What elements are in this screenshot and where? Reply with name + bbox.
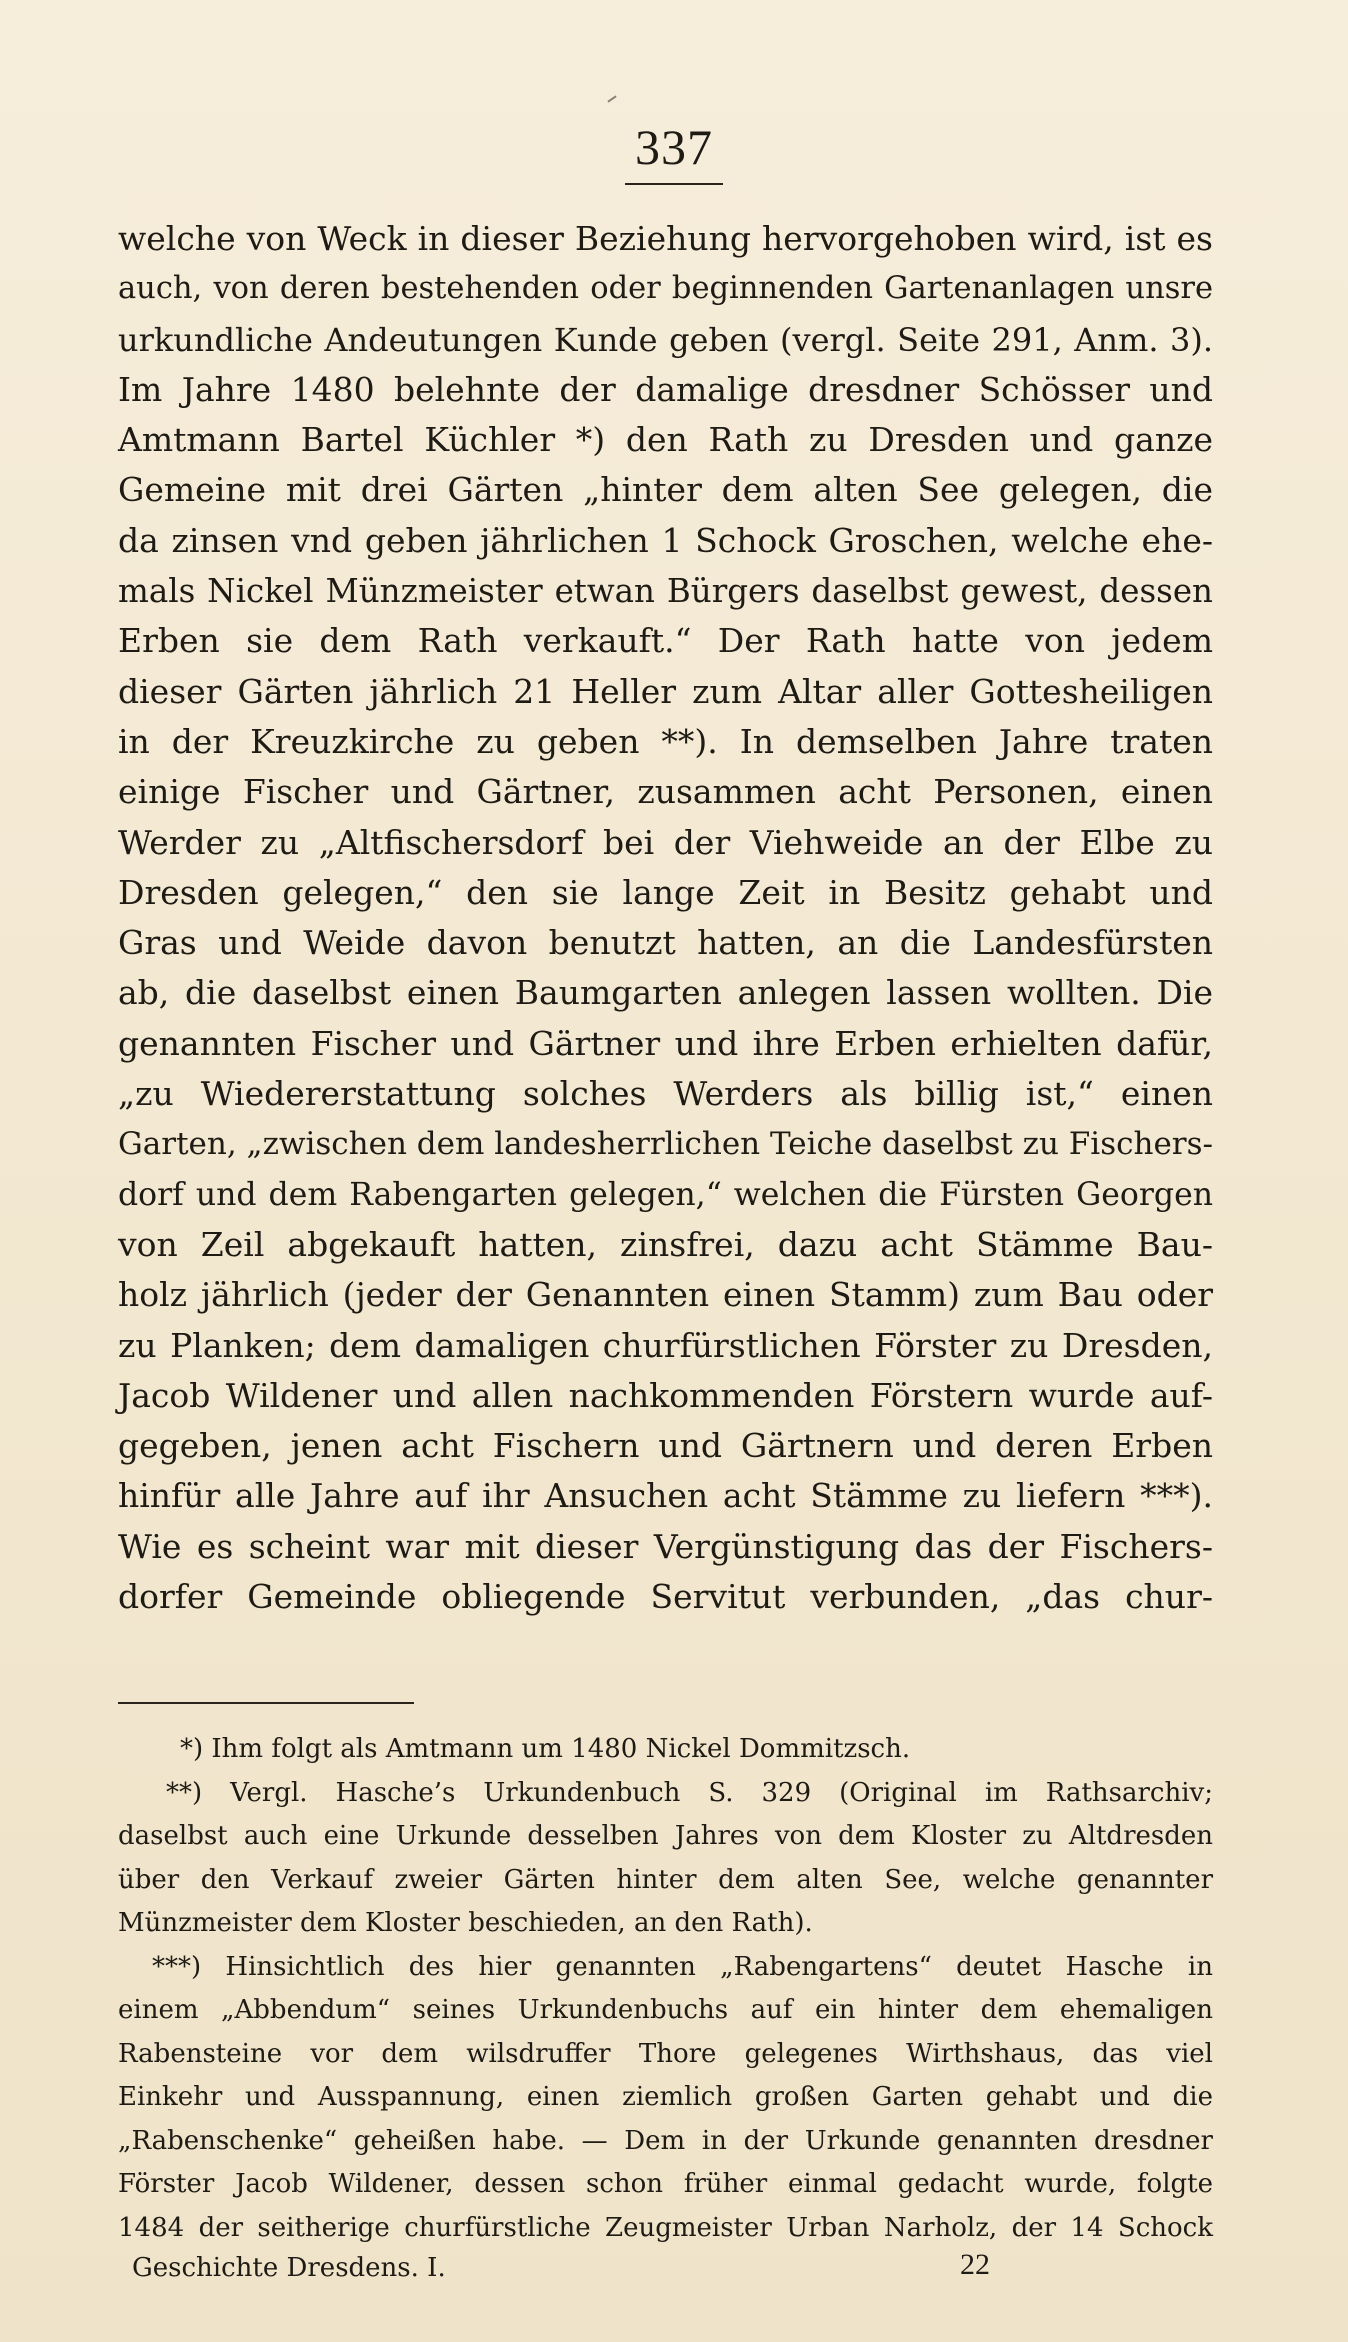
- text-line: Amtmann Bartel Küchler *) den Rath zu Dresden und ganze: [118, 420, 1213, 460]
- page-number-underline: [625, 183, 723, 185]
- text-line: „zu Wiedererstattung solches Werders als billig ist,“ einen: [118, 1074, 1213, 1114]
- text-line: Dresden gelegen,“ den sie lange Zeit in Besitz gehabt und: [118, 872, 1213, 912]
- footnote-line: **) Vergl. Hasche’s Urkundenbuch S. 329 (Original im Rathsarchiv;: [166, 1777, 1213, 1808]
- footnote-line: daselbst auch eine Urkunde desselben Jahres von dem Kloster zu Altdresden: [118, 1821, 1213, 1851]
- text-line: Gras und Weide davon benutzt hatten, an die Landesfürsten: [118, 923, 1213, 963]
- text-line: Werder zu „Altfischersdorf bei der Viehweide an der Elbe zu: [118, 822, 1213, 862]
- footnote-line: ***) Hinsichtlich des hier genannten „Rabengartens“ deutet Hasche in: [152, 1951, 1213, 1982]
- text-line: da zinsen vnd geben jährlichen 1 Schock Groschen, welche ehe-: [118, 520, 1213, 560]
- text-line: holz jährlich (jeder der Genannten einen Stamm) zum Bau oder: [118, 1275, 1213, 1315]
- footnote-line: *) Ihm folgt als Amtmann um 1480 Nickel Dommitzsch.: [180, 1734, 911, 1764]
- text-line: Wie es scheint war mit dieser Vergünstigung das der Fischers-: [118, 1526, 1213, 1566]
- text-line: dorf und dem Rabengarten gelegen,“ welchen die Fürsten Georgen: [118, 1176, 1213, 1213]
- text-line: mals Nickel Münzmeister etwan Bürgers daselbst gewest, dessen: [118, 572, 1213, 611]
- ink-mark: [607, 95, 616, 102]
- text-line: zu Planken; dem damaligen churfürstlichen Förster zu Dresden,: [118, 1325, 1213, 1365]
- main-text: [118, 214, 1213, 1622]
- text-line: ab, die daselbst einen Baumgarten anlegen lassen wollten. Die: [118, 973, 1213, 1013]
- text-line: Erben sie dem Rath verkauft.“ Der Rath hatte von jedem: [118, 621, 1213, 661]
- text-line: von Zeil abgekauft hatten, zinsfrei, dazu acht Stämme Bau-: [118, 1224, 1213, 1264]
- text-line: dieser Gärten jährlich 21 Heller zum Altar aller Gottesheiligen: [118, 671, 1213, 711]
- text-line: hinfür alle Jahre auf ihr Ansuchen acht Stämme zu liefern ***).: [118, 1476, 1213, 1516]
- footnote-line: Förster Jacob Wildener, dessen schon früher einmal gedacht wurde, folgte: [118, 2169, 1213, 2199]
- text-line: Garten, „zwischen dem landesherrlichen Teiche daselbst zu Fischers-: [118, 1126, 1213, 1163]
- text-line: Im Jahre 1480 belehnte der damalige dresdner Schösser und: [118, 369, 1213, 409]
- footnote-line: über den Verkauf zweier Gärten hinter dem alten See, welche genannter: [118, 1864, 1213, 1895]
- footnote-line: Rabensteine vor dem wilsdruffer Thore gelegenes Wirthshaus, das viel: [118, 2038, 1213, 2069]
- text-line: in der Kreuzkirche zu geben **). In demselben Jahre traten: [118, 721, 1213, 761]
- signature-mark: Geschichte Dresdens. I.: [132, 2253, 446, 2283]
- footnote-line: „Rabenschenke“ geheißen habe. — Dem in der Urkunde genannten dresdner: [118, 2125, 1213, 2156]
- text-line: gegeben, jenen acht Fischern und Gärtnern und deren Erben: [118, 1426, 1213, 1466]
- footnote-line: Münzmeister dem Kloster beschieden, an den Rath).: [118, 1908, 813, 1938]
- footnote-line: einem „Abbendum“ seines Urkundenbuchs auf ein hinter dem ehemaligen: [118, 1995, 1213, 2025]
- signature-number: 22: [960, 2248, 990, 2281]
- text-line: dorfer Gemeinde obliegende Servitut verbunden, „das chur-: [118, 1577, 1213, 1617]
- text-line: Gemeine mit drei Gärten „hinter dem alten See gelegen, die: [118, 470, 1213, 510]
- text-line: welche von Weck in dieser Beziehung hervorgehoben wird, ist es: [118, 219, 1213, 258]
- text-line: Jacob Wildener und allen nachkommenden Förstern wurde auf-: [118, 1375, 1213, 1415]
- text-line: einige Fischer und Gärtner, zusammen acht Personen, einen: [118, 772, 1213, 812]
- footnotes: [118, 1728, 1213, 2250]
- footnote-separator: [118, 1702, 414, 1704]
- footnote-line: 1484 der seitherige churfürstliche Zeugmeister Urban Narholz, der 14 Schock: [118, 2212, 1213, 2243]
- text-line: auch, von deren bestehenden oder beginnenden Gartenanlagen unsre: [118, 271, 1213, 307]
- page-number: 337: [635, 119, 713, 175]
- text-line: genannten Fischer und Gärtner und ihre Erben erhielten dafür,: [118, 1023, 1213, 1063]
- text-line: urkundliche Andeutungen Kunde geben (vergl. Seite 291, Anm. 3).: [118, 320, 1213, 359]
- footnote-line: Einkehr und Ausspannung, einen ziemlich großen Garten gehabt und die: [118, 2082, 1213, 2112]
